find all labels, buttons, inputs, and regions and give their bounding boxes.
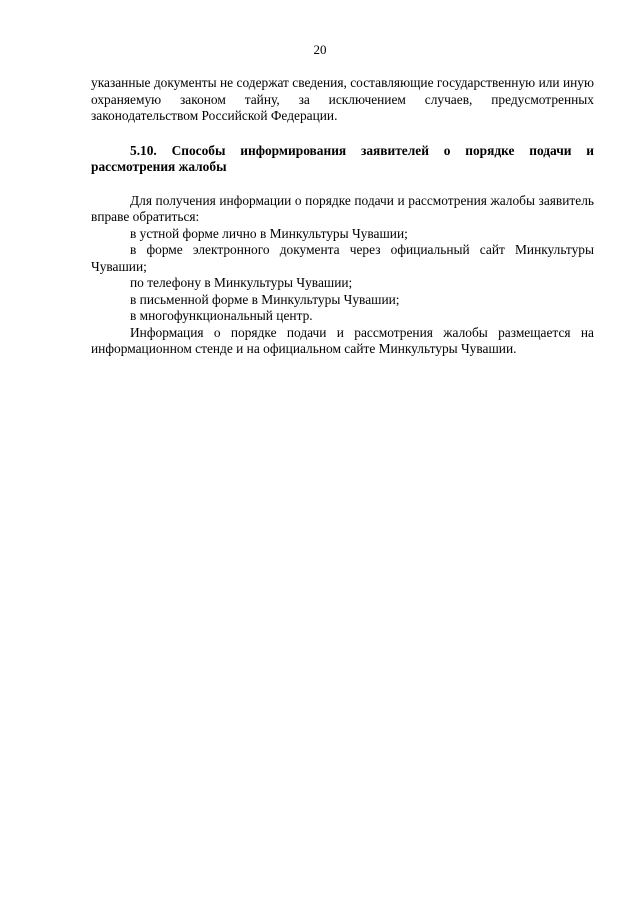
- list-item-mfc: в многофункциональный центр.: [130, 308, 313, 323]
- paragraph-continuation: указанные документы не содержат сведения, составляющие государственную или иную охраняемую законом тайну, за исключением случаев, предусмотренных законодательством Российской Федерации.: [91, 75, 594, 123]
- list-item-written: в письменной форме в Минкультуры Чувашии;: [130, 291, 400, 307]
- list-item-oral: в устной форме лично в Минкультуры Чувашии;: [130, 225, 408, 241]
- paragraph-intro: Для получения информации о порядке подачи и рассмотрения жалобы заявитель вправе обратиться:: [91, 192, 594, 224]
- document-body: [91, 75, 594, 358]
- section-heading: 5.10. Способы информирования заявителей о порядке подачи и рассмотрения жалобы: [91, 142, 594, 174]
- paragraph-information: Информация о порядке подачи и рассмотрения жалобы размещается на информационном стенде и на официальном сайте Минкультуры Чувашии.: [91, 324, 594, 356]
- page-number: 20: [313, 42, 327, 57]
- list-item-electronic: в форме электронного документа через официальный сайт Минкультуры Чувашии;: [91, 242, 594, 274]
- list-item-phone: по телефону в Минкультуры Чувашии;: [130, 275, 353, 290]
